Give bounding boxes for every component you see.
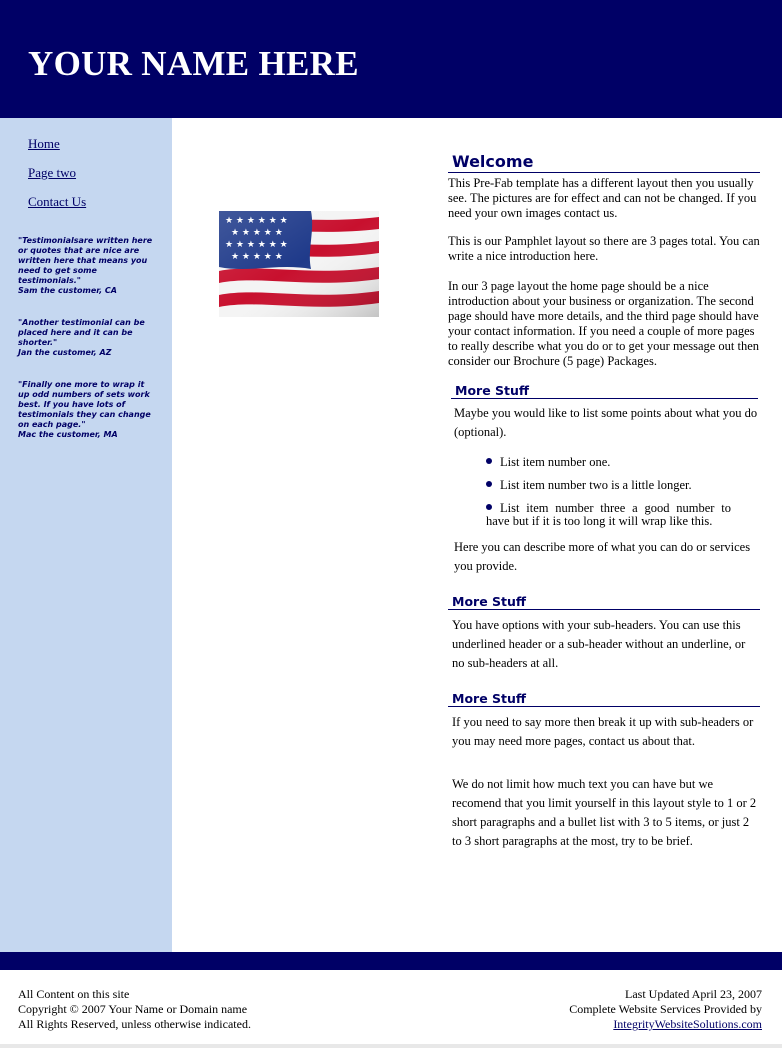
footer-line-1: All Content on this site (18, 987, 130, 1001)
testimonial-quote: "Finally one more to wrap it up odd numbers of sets work best. If you have lots of testimonials they can change on each page." (18, 380, 151, 429)
footer-provider-link[interactable]: IntegrityWebsiteSolutions.com (613, 1017, 762, 1031)
testimonials (18, 236, 158, 462)
footer-credits (569, 987, 762, 1032)
nav-menu (28, 136, 86, 223)
bullet-dot-icon (486, 504, 492, 510)
section-2-heading: More Stuff (448, 594, 760, 610)
footer-last-updated: Last Updated April 23, 2007 (625, 987, 762, 1001)
footer-divider (0, 1044, 782, 1048)
bullet-dot-icon (486, 458, 492, 464)
footer-bar (0, 952, 782, 970)
section-2-text: You have options with your sub-headers. You can use this underlined header or a sub-header without an underline, or no sub-headers at all. (452, 618, 746, 670)
sidebar (0, 118, 172, 952)
testimonial-quote: "Testimonialsare written here or quotes that are nice are written here that means you need to get some testimonials." (18, 236, 153, 285)
section-more-stuff-3 (448, 691, 760, 851)
main-content (448, 152, 760, 851)
list-item: List item number two is a little longer. (486, 479, 731, 492)
testimonial-author: Sam the customer, CA (18, 286, 117, 295)
welcome-paragraph-3: In our 3 page layout the home page should be a nice introduction about your business or organization. The second page should have more details, and the third page should have your contact information. If you need a couple of more pages to really describe what you do or to get your message out then consider our Brochure (5 page) Packages. (448, 279, 760, 368)
testimonial-3 (18, 380, 158, 440)
nav-link-page-two[interactable]: Page two (28, 165, 77, 180)
section-3-text-2: We do not limit how much text you can have but we recomend that you limit yourself in this layout style to 1 or 2 short paragraphs and a bullet list with 3 to 5 items, or just 2 to 3 short paragraphs at the most, try to be brief. (452, 777, 757, 848)
nav-link-contact-us[interactable]: Contact Us (28, 194, 87, 209)
section-more-stuff-2 (448, 594, 760, 673)
testimonial-2 (18, 318, 158, 358)
testimonial-1 (18, 236, 158, 296)
footer-line-3: All Rights Reserved, unless otherwise indicated. (18, 1017, 251, 1031)
testimonial-quote: "Another testimonial can be placed here and it can be shorter." (18, 318, 145, 347)
site-header (0, 0, 782, 118)
section-1-intro: Maybe you would like to list some points about what you do (optional). (454, 406, 758, 439)
nav-link-home[interactable]: Home (28, 136, 60, 151)
bullet-list (451, 456, 731, 528)
section-3-text: If you need to say more then break it up with sub-headers or you may need more pages, contact us about that. (452, 715, 754, 748)
american-flag-image (219, 211, 379, 317)
footer-line-2: Copyright © 2007 Your Name or Domain name (18, 1002, 248, 1016)
testimonial-author: Mac the customer, MA (18, 430, 118, 439)
testimonial-author: Jan the customer, AZ (18, 348, 112, 357)
site-footer (0, 970, 782, 1048)
footer-provided-by: Complete Website Services Provided by (569, 1002, 762, 1016)
section-1-heading: More Stuff (451, 383, 758, 399)
welcome-paragraph-2: This is our Pamphlet layout so there are 3 pages total. You can write a nice introduction here. (448, 234, 760, 263)
section-3-heading: More Stuff (448, 691, 760, 707)
welcome-heading: Welcome (448, 152, 760, 173)
site-title: YOUR NAME HERE (28, 44, 359, 83)
list-item: List item number three a good number to have but if it is too long it will wrap like this. (486, 501, 731, 528)
welcome-paragraph-1: This Pre-Fab template has a different layout then you usually see. The pictures are for effect and can not be changed. If you need your own images contact us. (448, 176, 757, 220)
list-item: List item number one. (486, 456, 731, 469)
section-1-outro: Here you can describe more of what you can do or services you provide. (454, 540, 751, 573)
section-more-stuff-1 (448, 383, 758, 576)
footer-copyright (18, 987, 251, 1032)
bullet-dot-icon (486, 481, 492, 487)
